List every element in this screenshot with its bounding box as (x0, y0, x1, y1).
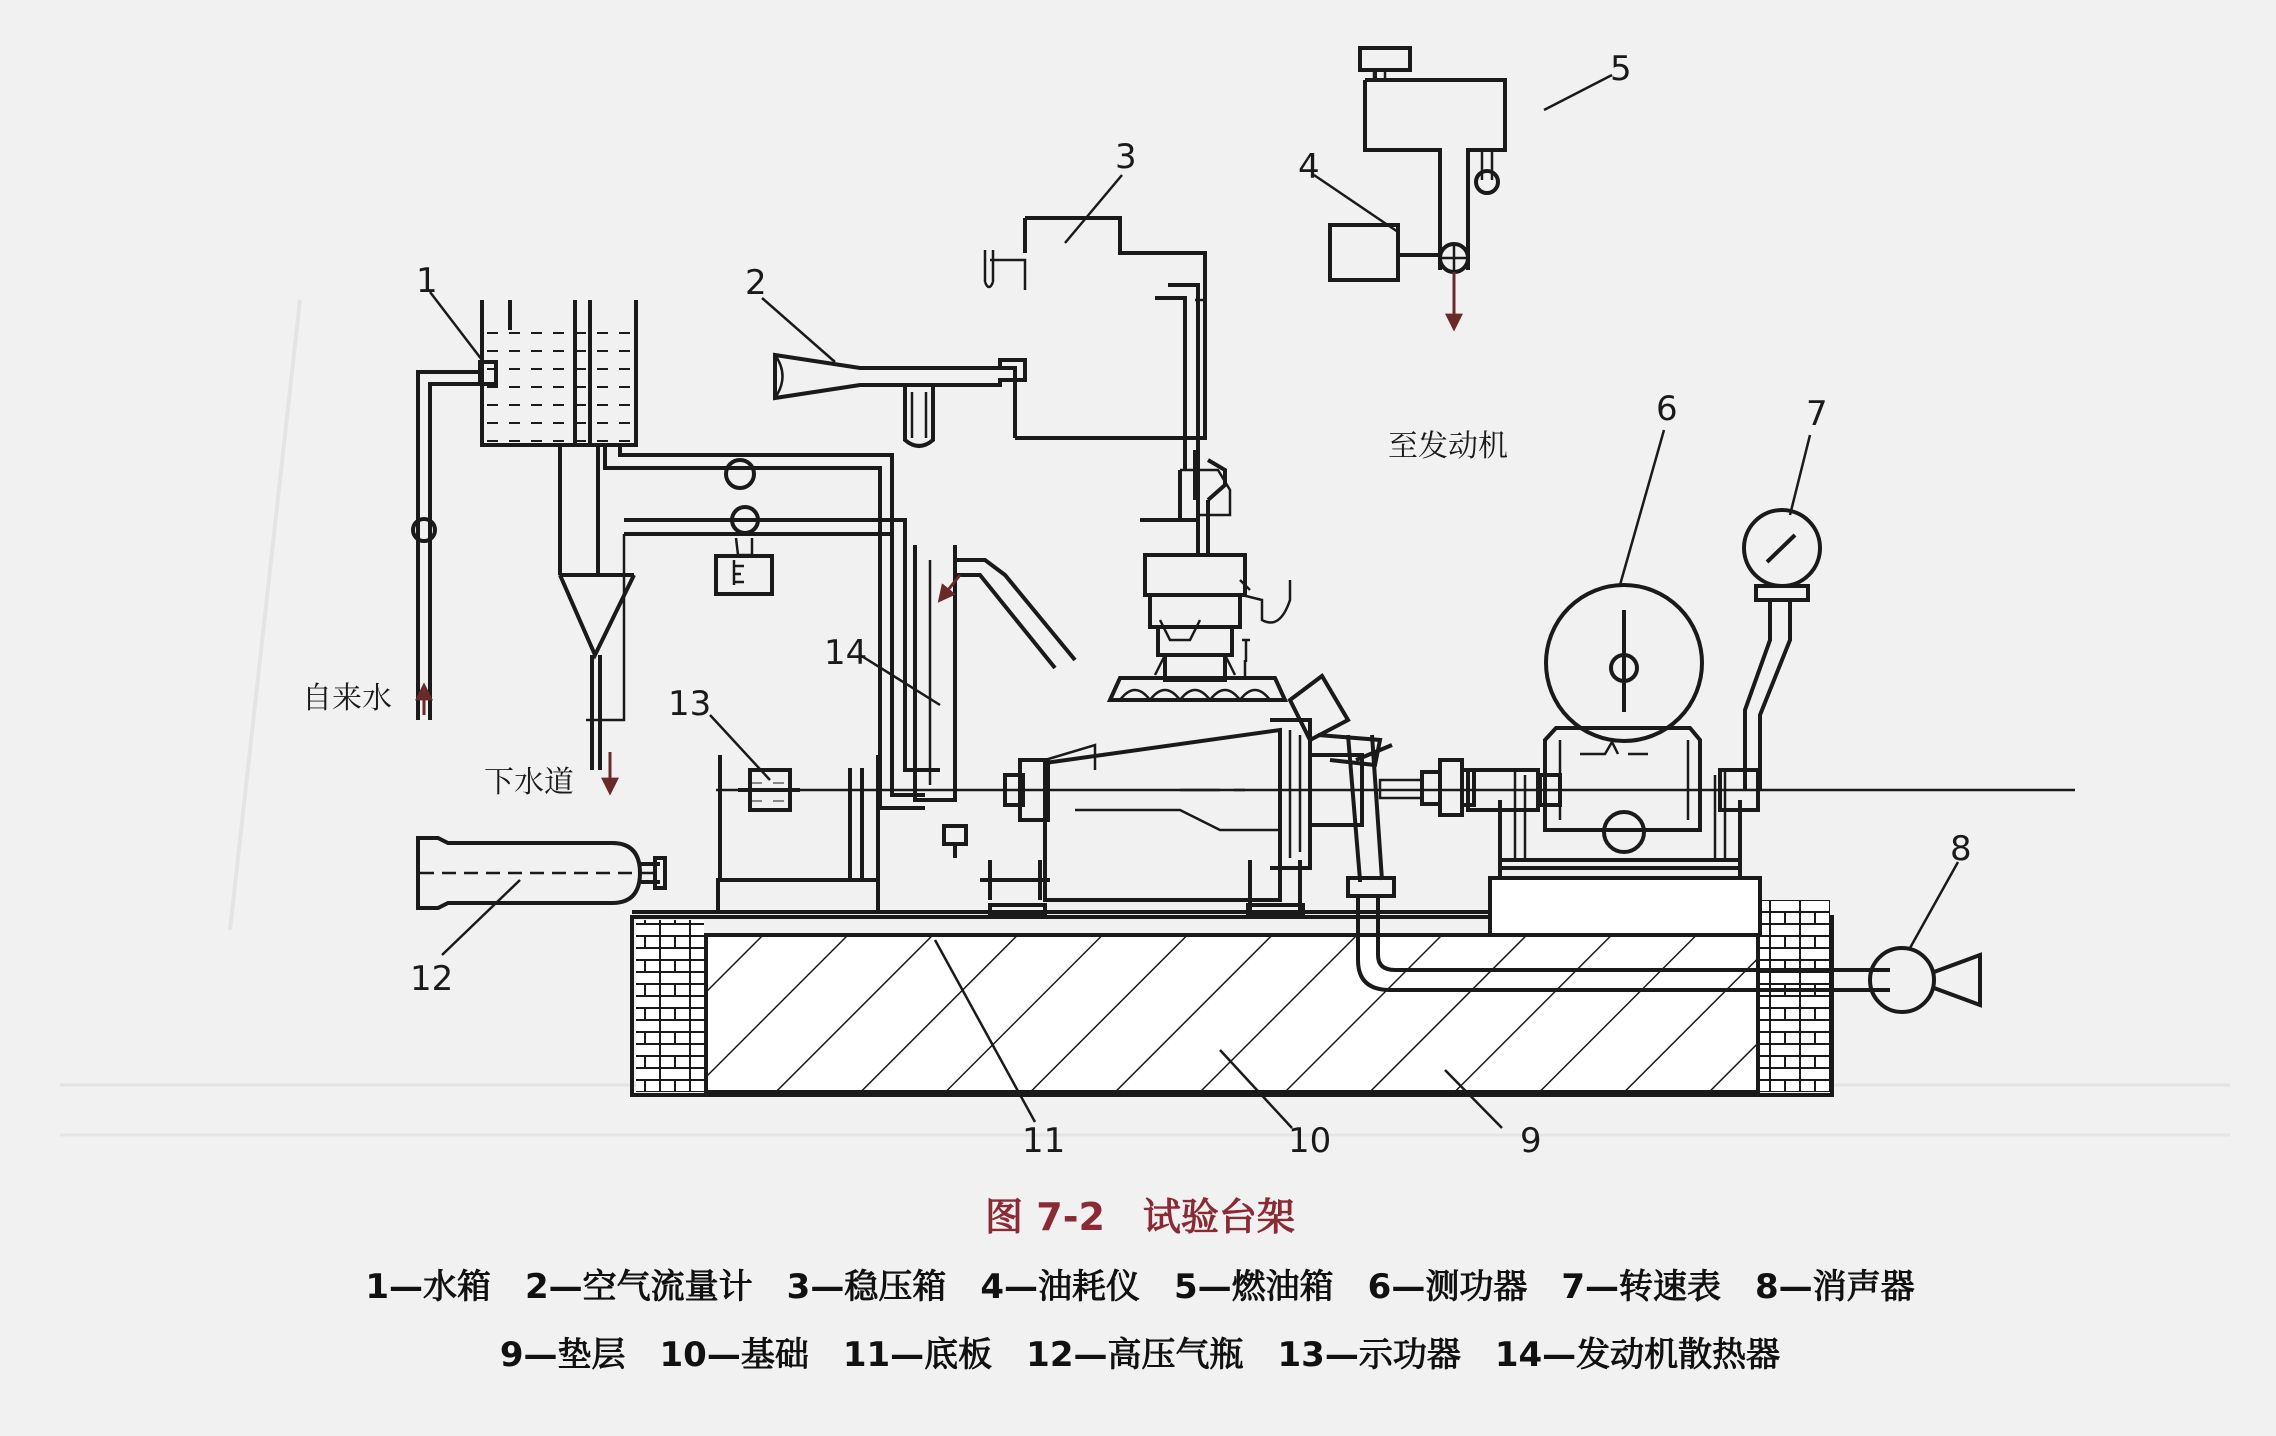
fuel-valve (1476, 171, 1498, 193)
label-7-tachometer: 7 (1806, 394, 1828, 434)
legend-item: 8—消声器 (1755, 1267, 1915, 1307)
label-12-gas-bottle: 12 (410, 959, 454, 999)
legend-line-2 (500, 1335, 1780, 1375)
brick-wall-right (1760, 900, 1830, 1092)
label-9-cushion-layer: 9 (1520, 1121, 1542, 1161)
caption-sewer: 下水道 (484, 765, 574, 800)
figure-title: 图 7-2 试验台架 (985, 1195, 1295, 1239)
label-14-radiator: 14 (824, 633, 868, 673)
water-tank (480, 300, 636, 445)
cooling-pipes (586, 445, 940, 808)
legend-item: 11—底板 (842, 1335, 993, 1375)
label-3-stabilizer-tank: 3 (1115, 137, 1137, 177)
legend-item: 6—测功器 (1367, 1267, 1528, 1307)
legend-line-1 (365, 1267, 1914, 1307)
air-flow-meter (775, 355, 1025, 446)
brick-wall-left (636, 920, 704, 1092)
valve-top (726, 460, 754, 488)
legend-item: 7—转速表 (1561, 1267, 1722, 1307)
concrete-base-hatch (706, 935, 1758, 1092)
tank-water (482, 330, 634, 444)
engine-radiator (915, 545, 1075, 858)
legend-item: 1—水箱 (365, 1267, 491, 1307)
label-10-foundation: 10 (1288, 1121, 1332, 1161)
graduated-beaker (716, 556, 772, 594)
caption-to-engine: 至发动机 (1388, 429, 1508, 464)
tap-water-supply (413, 372, 482, 720)
legend-item: 14—发动机散热器 (1494, 1335, 1781, 1375)
label-11-base-plate: 11 (1022, 1121, 1066, 1161)
legend-item: 4—油耗仪 (980, 1267, 1140, 1307)
legend-item: 2—空气流量计 (524, 1267, 753, 1307)
tachometer (1744, 510, 1820, 790)
raised-pad-bg (1490, 878, 1760, 935)
dynamometer (1468, 585, 1758, 878)
caption-tap-water: 自来水 (302, 681, 392, 716)
legend-item: 13—示功器 (1277, 1335, 1461, 1375)
label-1-water-tank: 1 (416, 261, 438, 301)
legend-item: 3—稳压箱 (786, 1267, 947, 1307)
label-5-fuel-tank: 5 (1610, 49, 1632, 89)
fuel-tank (1360, 48, 1505, 270)
muffler (1870, 948, 1980, 1012)
legend-item: 10—基础 (659, 1335, 809, 1375)
label-8-muffler: 8 (1950, 829, 1972, 869)
legend-item: 5—燃油箱 (1174, 1267, 1334, 1307)
label-6-dynamometer: 6 (1656, 389, 1678, 429)
legend-item: 12—高压气瓶 (1026, 1335, 1244, 1375)
label-13-indicator: 13 (668, 684, 712, 724)
legend-item: 9—垫层 (499, 1335, 626, 1375)
label-4-fuel-consumption-meter: 4 (1298, 147, 1320, 187)
intake-manifold (1140, 450, 1290, 680)
fuel-consumption-meter (1330, 225, 1468, 328)
label-2-air-flow-meter: 2 (745, 263, 767, 303)
high-pressure-bottle (418, 838, 665, 908)
